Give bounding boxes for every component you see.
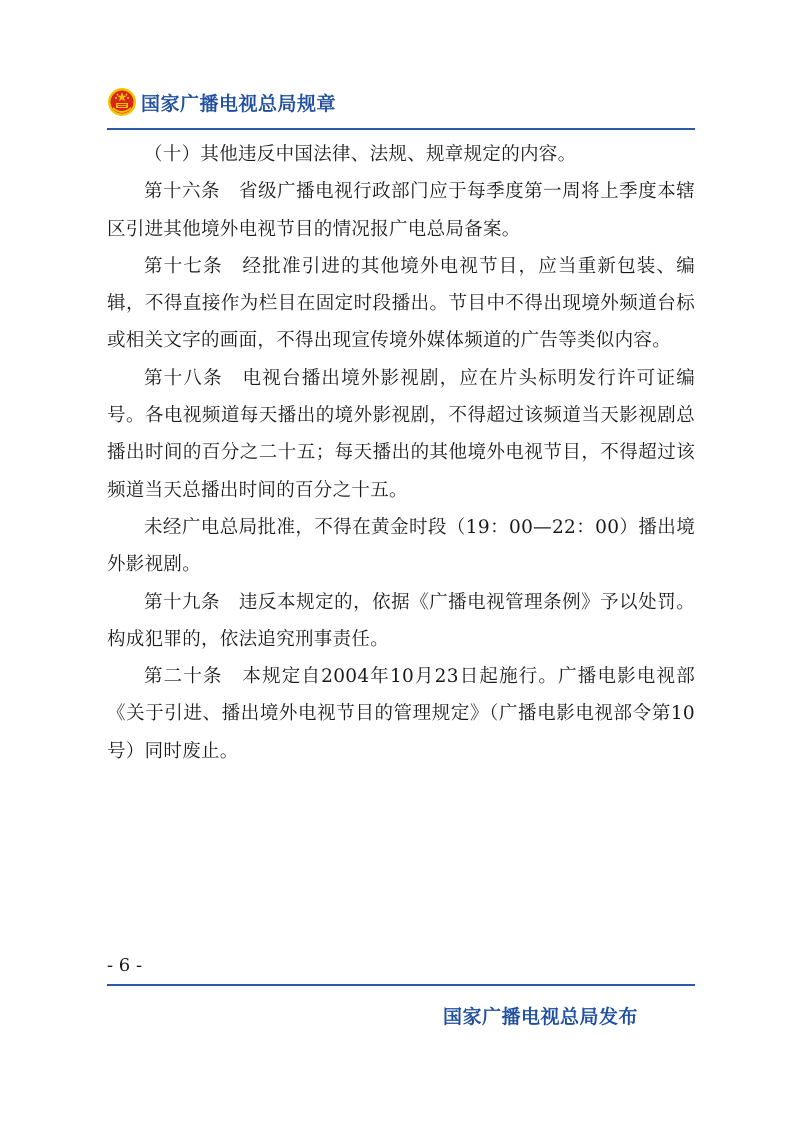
article-16: 第十六条 省级广播电视行政部门应于每季度第一周将上季度本辖区引进其他境外电视节目的情况报广电总局备案。	[107, 181, 695, 240]
document-body	[107, 136, 695, 770]
header-divider	[107, 128, 695, 130]
document-header	[107, 82, 336, 122]
footer-publisher: 国家广播电视总局发布	[443, 1006, 639, 1028]
article-18: 第十八条 电视台播出境外影视剧，应在片头标明发行许可证编号。各电视频道每天播出的境外影视剧，不得超过该频道当天影视剧总播出时间的百分之二十五；每天播出的其他境外电视节目，不得超过该频道当天总播出时间的百分之十五。	[107, 367, 695, 501]
article-19: 第十九条 违反本规定的，依据《广播电视管理条例》予以处罚。构成犯罪的，依法追究刑事责任。	[107, 591, 695, 650]
article-17: 第十七条 经批准引进的其他境外电视节目，应当重新包装、编辑，不得直接作为栏目在固定时段播出。节目中不得出现境外频道台标或相关文字的画面，不得出现宣传境外媒体频道的广告等类似内容。	[107, 255, 695, 352]
page-number: - 6 -	[107, 955, 143, 976]
article-18-clause-2: 未经广电总局批准，不得在黄金时段（19：00—22：00）播出境外影视剧。	[107, 516, 695, 576]
paragraph-item-10: （十）其他违反中国法律、法规、规章规定的内容。	[144, 144, 577, 165]
national-emblem-icon	[107, 87, 137, 117]
header-title: 国家广播电视总局规章	[141, 92, 337, 115]
footer-divider	[107, 984, 695, 986]
article-20: 第二十条 本规定自2004年10月23日起施行。广播电影电视部《关于引进、播出境外电视节目的管理规定》（广播电影电视部令第10号）同时废止。	[107, 666, 695, 762]
